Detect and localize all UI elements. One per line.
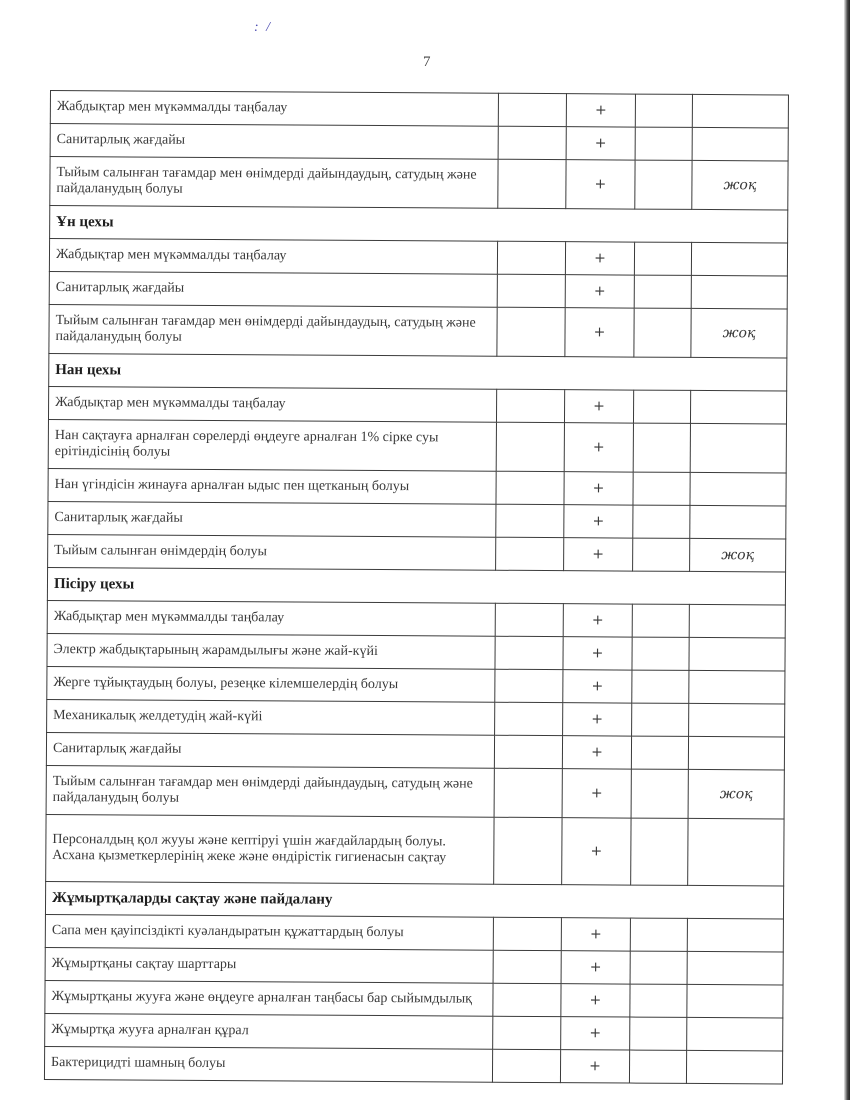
checklist-row xyxy=(48,501,786,539)
column-a-cell xyxy=(495,603,563,636)
criterion-text: Сапа мен қауіпсіздікті куәландыратын құжаттардың болуы xyxy=(45,914,493,950)
column-a-cell xyxy=(496,422,564,471)
note-cell xyxy=(690,423,786,473)
criterion-text: Тыйым салынған тағамдар мен өнімдерді дайындаудың, сатудың және пайдаланудың болуы xyxy=(49,304,497,356)
criterion-text: Санитарлық жағдайы xyxy=(49,271,497,307)
compliance-mark: + xyxy=(564,390,633,423)
column-c-cell xyxy=(632,637,689,670)
criterion-text: Электр жабдықтарының жарамдылығы және жай-күйі xyxy=(47,633,495,669)
compliance-mark: + xyxy=(566,94,635,127)
checklist-row xyxy=(49,239,787,277)
column-c-cell xyxy=(634,242,691,275)
checklist-row xyxy=(45,1013,783,1051)
checklist-row xyxy=(45,914,783,952)
checklist-row xyxy=(47,633,785,671)
column-a-cell xyxy=(497,274,565,307)
section-title: Ұн цехы xyxy=(50,206,788,244)
criterion-text: Жабдықтар мен мүкәммалды таңбалау xyxy=(47,600,495,636)
criterion-text: Санитарлық жағдайы xyxy=(50,124,498,160)
note-cell xyxy=(687,918,783,952)
criterion-text: Жабдықтар мен мүкәммалды таңбалау xyxy=(49,239,497,275)
note-cell xyxy=(690,472,786,506)
column-c-cell xyxy=(633,505,690,538)
compliance-mark: + xyxy=(560,1050,629,1083)
note-cell xyxy=(687,951,783,985)
checklist-row xyxy=(46,765,784,819)
note-cell xyxy=(689,670,785,704)
compliance-mark: + xyxy=(561,918,630,951)
criterion-text: Тыйым салынған тағамдар мен өнімдерді дайындаудың, сатудың және пайдаланудың болуы xyxy=(46,765,494,817)
criterion-text: Жабдықтар мен мүкәммалды таңбалау xyxy=(48,386,496,422)
column-a-cell xyxy=(497,241,565,274)
note-cell xyxy=(692,94,788,128)
compliance-mark: + xyxy=(563,637,632,670)
criterion-text: Жабдықтар мен мүкәммалды таңбалау xyxy=(50,91,498,127)
checklist-row xyxy=(50,91,788,129)
column-a-cell xyxy=(496,471,564,504)
criterion-text: Тыйым салынған өнімдердің болуы xyxy=(48,534,496,570)
inspection-checklist-table xyxy=(44,90,789,1084)
section-header-row xyxy=(45,881,783,919)
column-a-cell xyxy=(495,669,563,702)
column-a-cell xyxy=(492,1049,560,1082)
compliance-mark: + xyxy=(561,951,630,984)
column-c-cell xyxy=(633,423,690,472)
compliance-mark: + xyxy=(563,703,632,736)
criterion-text: Жұмыртқаны жууға және өңдеуге арналған таңбасы бар сыйымдылық xyxy=(45,980,493,1016)
criterion-text: Жұмыртқа жууға арналған құрал xyxy=(45,1013,493,1049)
column-c-cell xyxy=(630,1017,687,1050)
criterion-text: Бактерицидті шамның болуы xyxy=(44,1046,492,1082)
note-cell xyxy=(689,637,785,671)
note-cell xyxy=(691,242,787,276)
criterion-text: Жұмыртқаны сақтау шарттары xyxy=(45,947,493,983)
compliance-mark: + xyxy=(562,736,631,769)
compliance-mark: + xyxy=(561,1017,630,1050)
section-header-row xyxy=(49,353,787,391)
column-a-cell xyxy=(498,159,566,208)
compliance-mark: + xyxy=(564,505,633,538)
compliance-mark: + xyxy=(566,160,635,209)
compliance-mark: + xyxy=(564,472,633,505)
column-c-cell xyxy=(633,472,690,505)
column-c-cell xyxy=(632,604,689,637)
checklist-row xyxy=(48,386,786,424)
column-c-cell xyxy=(629,1050,686,1083)
checklist-row xyxy=(47,600,785,638)
column-c-cell xyxy=(631,818,688,885)
criterion-text: Нан сақтауға арналған сөрелерді өңдеуге арналған 1% сірке суы ерітіндісінің болуы xyxy=(48,419,496,471)
checklist-row xyxy=(44,1046,782,1084)
column-a-cell xyxy=(495,702,563,735)
column-a-cell xyxy=(493,950,561,983)
criterion-text: Персоналдың қол жууы және кептіруі үшін жағдайлардың болуы. Асхана қызметкерлерінің жеке және өндірістік гигиенасын сақтау xyxy=(46,814,494,884)
column-a-cell xyxy=(495,636,563,669)
note-cell xyxy=(689,703,785,737)
column-a-cell xyxy=(497,307,565,356)
checklist-row xyxy=(50,157,788,211)
column-c-cell xyxy=(632,703,689,736)
compliance-mark: + xyxy=(561,984,630,1017)
note-cell xyxy=(692,127,788,161)
checklist-row xyxy=(47,666,785,704)
checklist-row xyxy=(49,271,787,309)
column-a-cell xyxy=(498,93,566,126)
criterion-text: Механикалық желдетудің жай-күйі xyxy=(47,699,495,735)
compliance-mark: + xyxy=(564,538,633,571)
note-cell xyxy=(687,984,783,1018)
column-a-cell xyxy=(494,735,562,768)
compliance-mark: + xyxy=(565,308,634,357)
checklist-row xyxy=(46,814,784,886)
column-a-cell xyxy=(493,1016,561,1049)
column-c-cell xyxy=(633,390,690,423)
compliance-mark: + xyxy=(565,242,634,275)
note-cell xyxy=(690,390,786,424)
note-cell: жоқ xyxy=(688,769,784,819)
column-c-cell xyxy=(635,160,692,209)
compliance-mark: + xyxy=(565,275,634,308)
column-c-cell xyxy=(631,769,688,818)
compliance-mark: + xyxy=(566,127,635,160)
criterion-text: Санитарлық жағдайы xyxy=(48,501,496,537)
column-c-cell xyxy=(631,736,688,769)
criterion-text: Тыйым салынған тағамдар мен өнімдерді дайындаудың, сатудың және пайдаланудың болуы xyxy=(50,157,498,209)
scan-edge xyxy=(844,0,850,1100)
note-cell: жоқ xyxy=(692,160,788,210)
column-c-cell xyxy=(634,308,691,357)
column-a-cell xyxy=(496,389,564,422)
note-cell xyxy=(688,736,784,770)
note-cell: жоқ xyxy=(690,538,786,572)
compliance-mark: + xyxy=(562,818,631,885)
note-cell xyxy=(690,505,786,539)
column-c-cell xyxy=(630,918,687,951)
note-cell xyxy=(689,604,785,638)
checklist-body xyxy=(44,91,788,1084)
column-c-cell xyxy=(634,275,691,308)
column-c-cell xyxy=(630,984,687,1017)
note-cell: жоқ xyxy=(691,308,787,358)
criterion-text: Санитарлық жағдайы xyxy=(46,732,494,768)
compliance-mark: + xyxy=(562,769,631,818)
checklist-row xyxy=(47,699,785,737)
column-a-cell xyxy=(498,126,566,159)
column-c-cell xyxy=(633,538,690,571)
column-c-cell xyxy=(635,127,692,160)
compliance-mark: + xyxy=(563,604,632,637)
criterion-text: Нан үгіндісін жинауға арналған ыдыс пен щетканың болуы xyxy=(48,468,496,504)
checklist-row xyxy=(45,980,783,1018)
column-c-cell xyxy=(632,670,689,703)
page-number: 7 xyxy=(423,54,431,70)
column-a-cell xyxy=(493,917,561,950)
checklist-row xyxy=(49,304,787,358)
column-c-cell xyxy=(635,94,692,127)
section-header-row xyxy=(50,206,788,244)
criterion-text: Жерге тұйықтаудың болуы, резеңке кілемшелердің болуы xyxy=(47,666,495,702)
compliance-mark: + xyxy=(563,670,632,703)
checklist-row xyxy=(45,947,783,985)
checklist-row xyxy=(48,534,786,572)
section-title: Жұмыртқаларды сақтау және пайдалану xyxy=(45,881,783,919)
section-header-row xyxy=(47,567,785,605)
column-a-cell xyxy=(493,983,561,1016)
column-a-cell xyxy=(496,537,564,570)
column-a-cell xyxy=(496,504,564,537)
checklist-row xyxy=(48,468,786,506)
note-cell xyxy=(688,818,784,886)
scan-mark: : / xyxy=(254,20,273,35)
section-title: Нан цехы xyxy=(49,353,787,391)
column-a-cell xyxy=(494,817,562,884)
column-a-cell xyxy=(494,768,562,817)
checklist-row xyxy=(50,124,788,162)
checklist-row xyxy=(46,732,784,770)
compliance-mark: + xyxy=(564,423,633,472)
note-cell xyxy=(686,1050,782,1084)
note-cell xyxy=(691,275,787,309)
section-title: Пісіру цехы xyxy=(47,567,785,605)
note-cell xyxy=(687,1017,783,1051)
checklist-row xyxy=(48,419,786,473)
column-c-cell xyxy=(630,951,687,984)
